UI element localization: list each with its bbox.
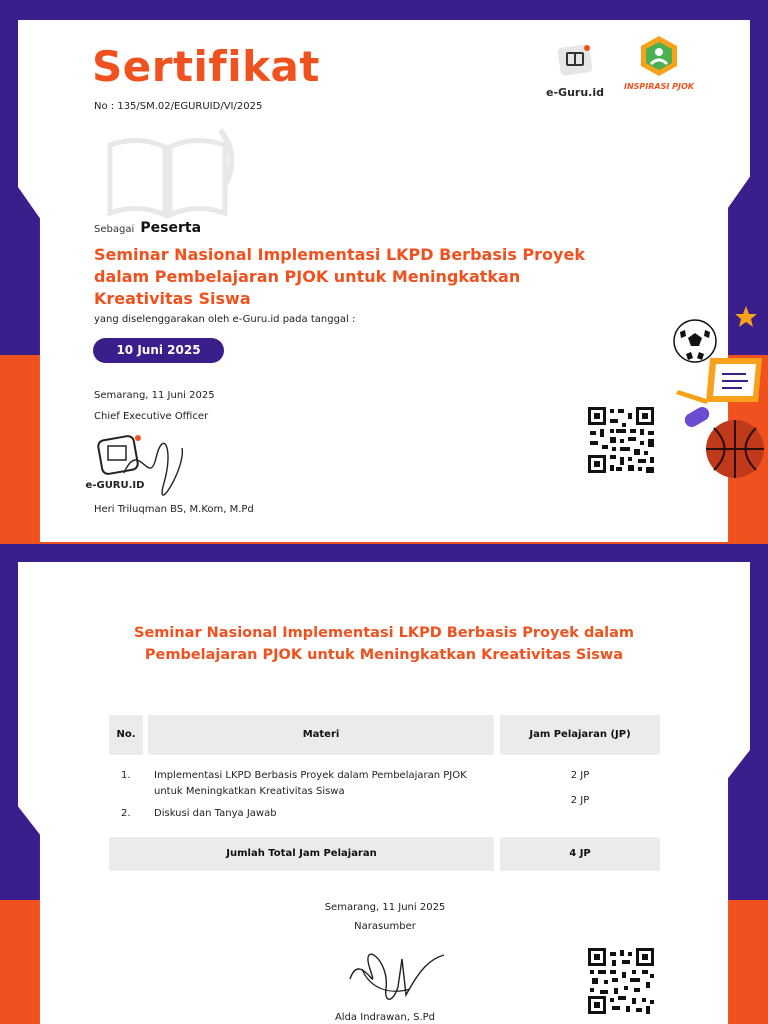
basketball-icon — [704, 418, 766, 484]
role-value: Peserta — [140, 220, 202, 236]
table-header-jp: Jam Pelajaran (JP) — [500, 715, 660, 755]
event-title: Seminar Nasional Implementasi LKPD Berbasis Proyek dalam Pembelajaran PJOK untuk Meningkatkan Kreativitas Siswa — [134, 625, 635, 663]
table-row-2-jp: 2 JP — [570, 795, 590, 806]
held-by-text: yang diselenggarakan oleh e-Guru.id pada tanggal : — [94, 314, 356, 325]
role-prefix: Sebagai — [94, 224, 135, 235]
event-title: Seminar Nasional Implementasi LKPD Berbasis Proyek dalam Pembelajaran PJOK untuk Meningkatkan Kreativitas Siswa — [94, 245, 585, 308]
event-date-badge: 10 Juni 2025 — [93, 338, 224, 363]
table-row-1-no: 1. — [121, 770, 131, 781]
table-total-label: Jumlah Total Jam Pelajaran — [109, 837, 494, 871]
eguru-book-icon — [555, 40, 595, 80]
table-row-1-jp: 2 JP — [570, 770, 590, 781]
table-row-1-materi: Implementasi LKPD Berbasis Proyek dalam Pembelajaran PJOK untuk Meningkatkan Kreativitas Siswa — [154, 770, 467, 797]
certificate-number: No : 135/SM.02/EGURUID/VI/2025 — [94, 101, 263, 112]
open-book-watermark-icon — [100, 125, 240, 224]
participant-role-line — [94, 220, 201, 236]
table-total-value: 4 JP — [500, 837, 660, 871]
speaker-signature — [340, 939, 450, 1013]
signer-name: Heri Triluqman BS, M.Kom, M.Pd — [94, 504, 254, 515]
signer-role: Chief Executive Officer — [94, 411, 209, 422]
certificate-page-back — [0, 544, 768, 1024]
stamp-text: e-GURU.ID — [85, 480, 145, 491]
table-row-2-no: 2. — [121, 808, 131, 819]
laptop-icon — [676, 352, 768, 418]
table-row-2-materi: Diskusi dan Tanya Jawab — [154, 808, 277, 819]
place-date: Semarang, 11 Juni 2025 — [94, 390, 215, 401]
inspirasi-pjok-text: INSPIRASI PJOK — [624, 82, 694, 91]
table-header-no: No. — [109, 715, 143, 755]
inspirasi-pjok-logo — [624, 34, 694, 91]
table-header-materi: Materi — [148, 715, 494, 755]
qr-code-icon — [586, 946, 656, 1020]
certificate-title: Sertifikat — [92, 42, 320, 91]
eguru-logo — [542, 40, 608, 99]
signer-name: Alda Indrawan, S.Pd — [334, 1012, 436, 1023]
qr-code-icon — [586, 405, 656, 479]
eguru-logo-text: e-Guru.id — [546, 86, 604, 99]
place-date: Semarang, 11 Juni 2025 — [324, 902, 446, 913]
inspirasi-pjok-icon — [637, 34, 681, 78]
star-icon — [734, 305, 758, 333]
signer-role: Narasumber — [354, 921, 416, 932]
